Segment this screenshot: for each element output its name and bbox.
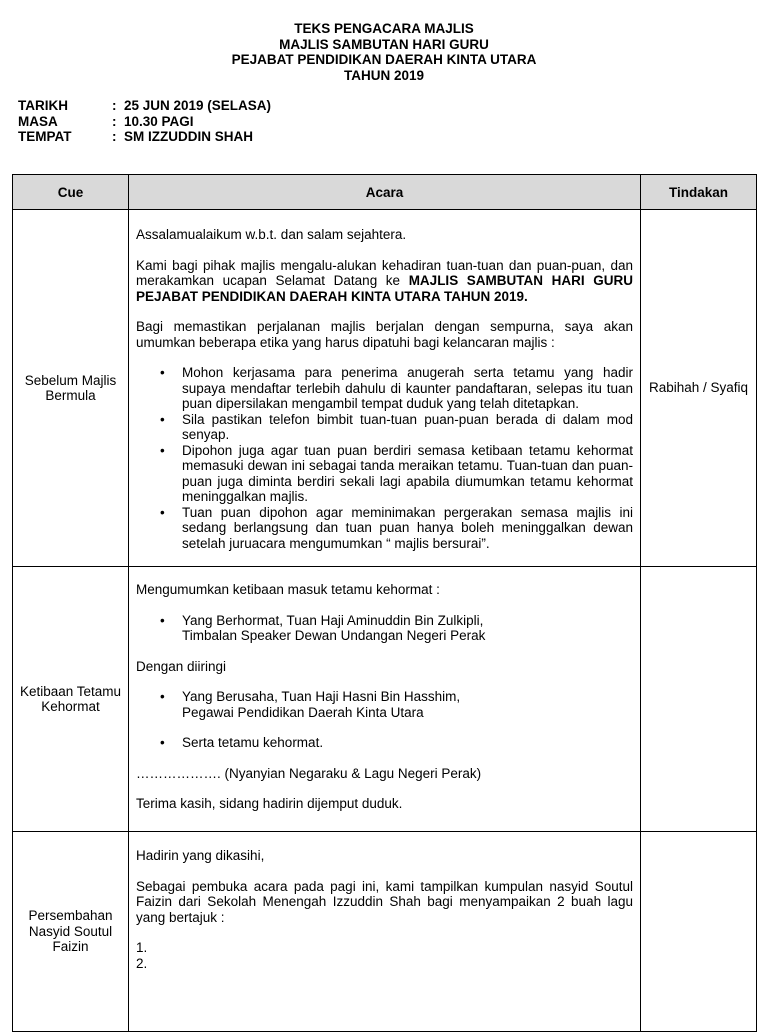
- guest-name: Yang Berhormat, Tuan Haji Aminuddin Bin Zulkipli,: [182, 612, 484, 628]
- cue-cell: Ketibaan Tetamu Kehormat: [13, 567, 129, 832]
- tindakan-cell: Rabihah / Syafiq: [641, 210, 757, 567]
- list-item: • Serta tetamu kehormat.: [136, 735, 633, 751]
- table-row: [13, 567, 757, 832]
- song-list: [136, 940, 633, 971]
- acara-cell: [129, 210, 641, 567]
- colon: :: [112, 98, 117, 113]
- acara-column-header: Acara: [129, 175, 641, 210]
- event-time-row: [18, 114, 271, 130]
- time-value: 10.30 PAGI: [124, 113, 194, 129]
- event-date-row: [18, 98, 271, 114]
- welcome-text: Kami bagi pihak majlis mengalu-alukan kehadiran tuan-tuan dan puan-puan, dan merakamkan ucapan Selamat Datang ke: [136, 257, 633, 288]
- title-line: MAJLIS SAMBUTAN HARI GURU: [279, 36, 489, 52]
- greeting-text: Assalamualaikum w.b.t. dan salam sejahtera.: [136, 227, 407, 242]
- list-item: • Mohon kerjasama para penerima anugerah serta tetamu yang hadir supaya mendaftar terlebih dahulu di kaunter pandaftaran, selepas itu tuan puan dipersilakan mengambil tempat duduk yang telah ditetapkan.: [136, 365, 633, 412]
- tindakan-column-header: Tindakan: [641, 175, 757, 210]
- title-line: PEJABAT PENDIDIKAN DAERAH KINTA UTARA: [231, 52, 537, 67]
- table-row: [13, 832, 757, 1032]
- diiringi-text: Dengan diiringi: [136, 658, 227, 674]
- list-item: 1.: [136, 940, 148, 955]
- guest-list: [136, 613, 633, 644]
- table-row: [13, 210, 757, 567]
- colon: :: [112, 129, 117, 144]
- closing-text: Terima kasih, sidang hadirin dijemput duduk.: [136, 796, 403, 811]
- time-label: MASA: [18, 113, 58, 129]
- list-item: [136, 689, 633, 720]
- guest-title: Timbalan Speaker Dewan Undangan Negeri Perak: [182, 628, 486, 643]
- acara-cell: [129, 567, 641, 832]
- date-value: 25 JUN 2019 (SELASA): [124, 98, 272, 113]
- guest-list: [136, 689, 633, 720]
- etika-list: [136, 365, 633, 551]
- tindakan-cell: [641, 832, 757, 1032]
- title-line: TEKS PENGACARA MAJLIS: [294, 21, 474, 36]
- acara-cell: [129, 832, 641, 1032]
- emcee-script-table: [12, 174, 757, 1032]
- welcome-paragraph: [136, 258, 633, 305]
- event-venue-row: [18, 129, 271, 145]
- venue-value: SM IZZUDDIN SHAH: [124, 129, 253, 144]
- guest-list: [136, 735, 633, 751]
- guest-name: Yang Berusaha, Tuan Haji Hasni Bin Hasshim,: [182, 689, 461, 704]
- list-item: • Dipohon juga agar tuan puan berdiri semasa ketibaan tetamu kehormat memasuki dewan ini sebagai tanda meraikan tetamu. Tuan-tuan dan puan-puan juga diminta berdiri sekali lagi apabila diumumkan tetamu kehormat meninggalkan majlis.: [136, 443, 633, 505]
- announcement-intro: Mengumumkan ketibaan masuk tetamu kehormat :: [136, 582, 440, 597]
- event-details: [18, 98, 271, 145]
- venue-label: TEMPAT: [18, 129, 72, 144]
- list-item: [136, 613, 633, 644]
- list-item: • Tuan puan dipohon agar meminimakan pergerakan semasa majlis ini sedang berlangsung dan tuan puan hanya boleh meninggalkan dewan setelah juruacara mengumumkan “ majlis bersurai”.: [136, 505, 633, 552]
- date-label: TARIKH: [18, 98, 68, 113]
- greeting-text: Hadirin yang dikasihi,: [136, 848, 265, 863]
- title-line: TAHUN 2019: [343, 67, 425, 83]
- tindakan-cell: [641, 567, 757, 832]
- document-title: [0, 21, 768, 83]
- event-name-bold: MAJLIS SAMBUTAN HARI GURU PEJABAT PENDIDIKAN DAERAH KINTA UTARA TAHUN 2019.: [136, 273, 634, 304]
- nasyid-intro: Sebagai pembuka acara pada pagi ini, kami tampilkan kumpulan nasyid Soutul Faizin dari Sekolah Menengah Izzuddin Shah bagi menyampaikan 2 buah lagu yang bertajuk :: [136, 878, 633, 925]
- list-item: 2.: [136, 955, 148, 971]
- cue-cell: Persembahan Nasyid Soutul Faizin: [13, 832, 129, 1032]
- anthem-text: ………………. (Nyanyian Negaraku & Lagu Negeri Perak): [136, 765, 482, 781]
- guest-title: Pegawai Pendidikan Daerah Kinta Utara: [182, 704, 424, 720]
- table-header-row: [13, 175, 757, 210]
- cue-cell: Sebelum Majlis Bermula: [13, 210, 129, 567]
- cue-column-header: Cue: [13, 175, 129, 210]
- colon: :: [112, 113, 117, 129]
- list-item: • Sila pastikan telefon bimbit tuan-tuan puan-puan berada di dalam mod senyap.: [136, 412, 633, 443]
- etika-intro: Bagi memastikan perjalanan majlis berjalan dengan sempurna, saya akan umumkan beberapa etika yang harus dipatuhi bagi kelancaran majlis :: [136, 319, 633, 350]
